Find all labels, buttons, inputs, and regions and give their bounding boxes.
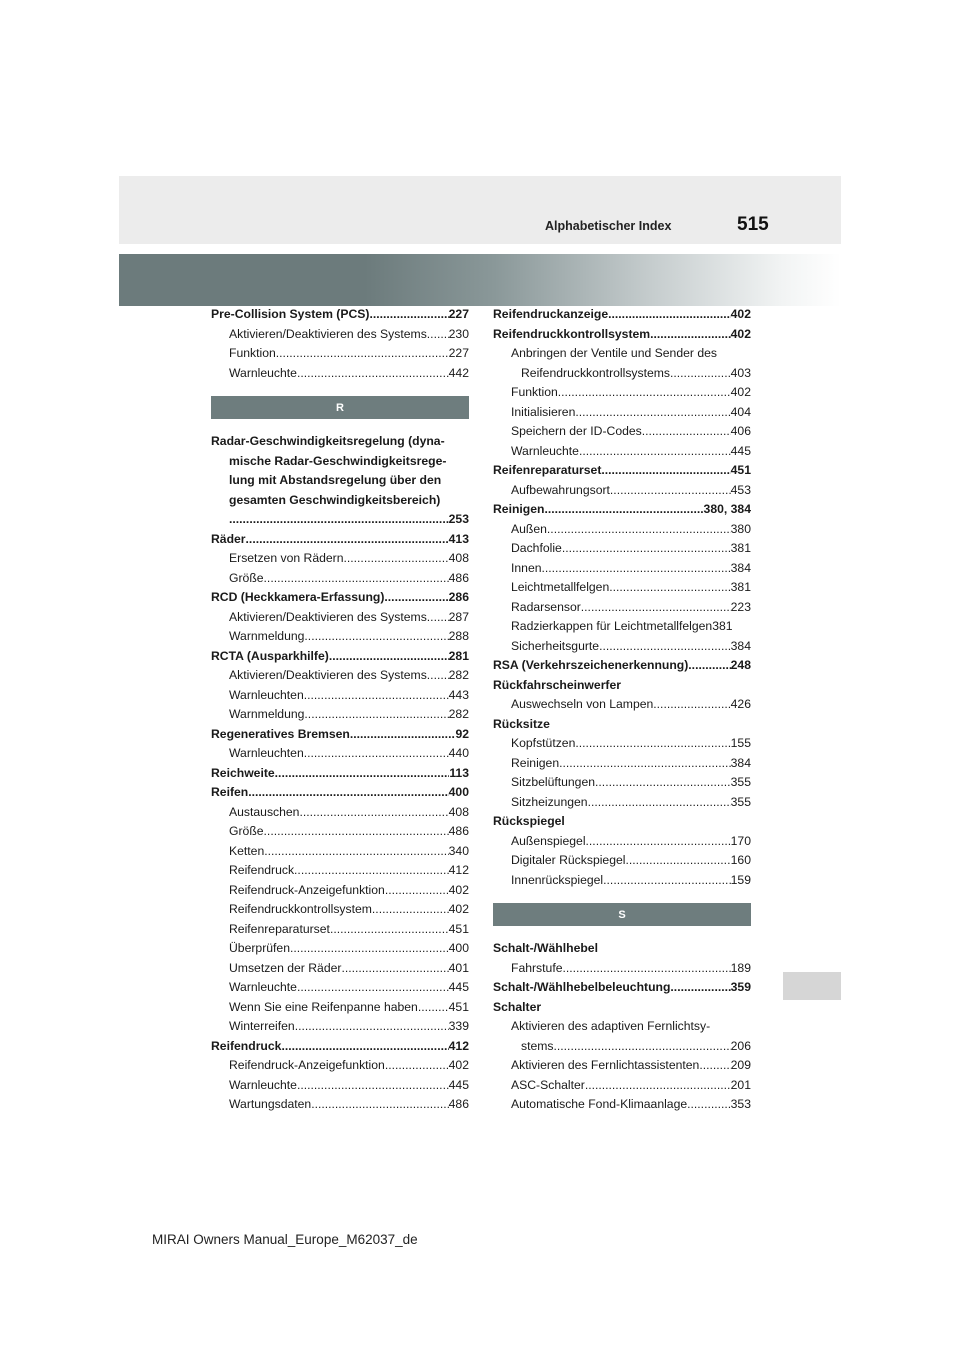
index-subentry <box>493 559 751 579</box>
dot-leader <box>248 783 448 803</box>
page-reference: 359 <box>730 980 751 994</box>
page-reference: 384 <box>730 755 751 770</box>
footer-text: MIRAI Owners Manual_Europe_M62037_de <box>152 1232 418 1247</box>
index-entry <box>211 305 469 325</box>
index-subentry <box>493 773 751 793</box>
index-subentry <box>493 481 751 501</box>
entry-label: Reifenreparaturset <box>493 463 602 477</box>
entry-label: Warnmeldung <box>229 707 305 721</box>
page-reference: 451 <box>730 463 751 477</box>
page-reference: 159 <box>730 872 751 887</box>
entry-label: Reifendruck-Anzeigefunktion <box>229 882 385 897</box>
index-subentry <box>211 627 469 647</box>
dot-leader <box>542 559 731 579</box>
dot-leader <box>311 1095 448 1115</box>
dot-leader <box>264 822 449 842</box>
page-reference: 248 <box>730 658 751 672</box>
entry-label: Warnleuchte <box>511 443 579 458</box>
entry-label: Speichern der ID-Codes <box>511 424 642 438</box>
entry-label: Aufbewahrungsort <box>511 482 610 497</box>
index-subentry <box>493 734 751 754</box>
page-reference: 453 <box>730 482 751 497</box>
index-entry <box>211 725 469 745</box>
dot-leader <box>427 325 449 345</box>
dot-leader <box>547 520 731 540</box>
index-subentry <box>493 871 751 891</box>
entry-label: Aktivieren/Deaktivieren des Systems <box>229 668 427 682</box>
entry-label: Schalter <box>493 999 542 1014</box>
entry-label: Reifendruckkontrollsystem <box>493 326 651 341</box>
dot-leader <box>304 705 448 725</box>
entry-label: RCTA (Ausparkhilfe) <box>211 648 329 663</box>
entry-label: Reinigen <box>493 502 545 516</box>
header-band <box>119 176 841 244</box>
index-entry <box>211 530 469 550</box>
index-subentry <box>211 608 469 628</box>
index-column-left <box>211 305 469 1115</box>
entry-label: Räder <box>211 531 246 546</box>
index-subentry <box>211 452 469 472</box>
entry-label: Radarsensor <box>511 599 581 614</box>
index-subentry <box>493 1076 751 1096</box>
page-reference: 189 <box>730 960 751 975</box>
page-reference: 402 <box>730 307 751 321</box>
page-reference: 353 <box>730 1097 751 1111</box>
entry-label: Größe <box>229 824 264 838</box>
dot-leader <box>688 656 730 676</box>
index-entry <box>211 588 469 608</box>
page-reference: 445 <box>730 443 751 458</box>
dot-leader <box>297 1076 449 1096</box>
page-reference: 381 <box>712 619 733 633</box>
index-entry <box>493 305 751 325</box>
dot-leader <box>264 569 449 589</box>
dot-leader <box>246 530 449 550</box>
index-entry <box>493 656 751 676</box>
page-reference: 445 <box>448 1077 469 1092</box>
index-subentry <box>493 959 751 979</box>
page-reference: 401 <box>448 960 469 975</box>
dot-leader <box>610 481 731 501</box>
entry-label: Außen <box>511 521 547 536</box>
dot-leader <box>559 754 731 774</box>
dot-leader <box>344 549 449 569</box>
entry-label: Reifendruck-Anzeigefunktion <box>229 1058 385 1072</box>
entry-label: Automatische Fond-Klimaanlage <box>511 1097 688 1111</box>
entry-label: Warnleuchte <box>229 365 297 380</box>
dot-leader <box>264 842 448 862</box>
entry-label: RCD (Heckkamera-Erfassung) <box>211 590 385 604</box>
page-reference: 380, 384 <box>703 502 751 516</box>
entry-label: Reifendruckanzeige <box>493 307 609 321</box>
dot-leader <box>554 1037 731 1057</box>
section-title: Alphabetischer Index <box>545 219 672 233</box>
index-subentry <box>211 1017 469 1037</box>
dot-leader <box>558 383 731 403</box>
page-reference: 384 <box>730 560 751 575</box>
dot-leader <box>625 851 730 871</box>
dot-leader <box>281 1037 448 1057</box>
index-subentry <box>493 1037 751 1057</box>
dot-leader <box>575 734 730 754</box>
dot-leader <box>350 725 456 745</box>
entry-label: Schalt-/Wählhebel <box>493 941 598 955</box>
index-subentry <box>211 705 469 725</box>
entry-label: Ersetzen von Rädern <box>229 551 344 565</box>
index-subentry <box>211 920 469 940</box>
page-reference: 355 <box>730 794 751 809</box>
entry-label: Rücksitze <box>493 716 550 731</box>
index-subentry <box>211 744 469 764</box>
dot-leader <box>562 539 731 559</box>
page-reference: 413 <box>448 531 469 546</box>
letter-heading: R <box>211 396 469 419</box>
index-subentry <box>493 344 751 364</box>
page-reference: 339 <box>448 1019 469 1033</box>
index-subentry <box>211 900 469 920</box>
entry-label: lung mit Abstandsregelung über den <box>229 473 442 487</box>
page-reference: 442 <box>448 365 469 380</box>
entry-label: Warnmeldung <box>229 629 305 643</box>
entry-label: Ketten <box>229 843 265 858</box>
page-reference: 440 <box>448 746 469 760</box>
entry-label: Aktivieren/Deaktivieren des Systems <box>229 326 427 341</box>
index-subentry <box>211 686 469 706</box>
entry-label: Leichtmetallfelgen <box>511 580 610 594</box>
dot-leader <box>670 364 731 384</box>
index-subentry <box>211 549 469 569</box>
dot-leader <box>385 1056 449 1076</box>
dot-leader <box>670 978 730 998</box>
page-reference: 445 <box>448 980 469 994</box>
index-subentry <box>493 637 751 657</box>
page-reference: 426 <box>730 697 751 711</box>
dot-leader <box>385 881 449 901</box>
index-entry <box>493 461 751 481</box>
index-subentry <box>493 539 751 559</box>
entry-label: Reifenreparaturset <box>229 921 330 936</box>
index-entry <box>211 783 469 803</box>
entry-label: Aktivieren/Deaktivieren des Systems <box>229 609 427 624</box>
entry-label: Rückspiegel <box>493 814 565 828</box>
index-entry <box>493 939 751 959</box>
index-subentry <box>493 403 751 423</box>
page-reference: 403 <box>730 365 751 380</box>
page-reference: 451 <box>448 921 469 936</box>
entry-label: Funktion <box>511 385 558 399</box>
page-number: 515 <box>737 214 769 235</box>
dot-leader <box>575 403 730 423</box>
dot-leader <box>642 422 731 442</box>
dot-leader <box>297 978 449 998</box>
dot-leader <box>329 647 449 667</box>
page-reference: 206 <box>730 1038 751 1053</box>
entry-label: Sitzheizungen <box>511 794 588 809</box>
entry-label: mische Radar-Geschwindigkeitsrege- <box>229 453 447 468</box>
dot-leader <box>579 442 731 462</box>
dot-leader <box>299 803 448 823</box>
dot-leader <box>699 1056 730 1076</box>
dot-leader <box>599 637 731 657</box>
index-subentry <box>493 851 751 871</box>
entry-label: Wenn Sie eine Reifenpanne haben <box>229 999 418 1014</box>
page-reference: 412 <box>448 1038 469 1053</box>
entry-label: Warnleuchte <box>229 980 297 994</box>
index-entry <box>493 978 751 998</box>
dot-leader <box>544 500 703 520</box>
page-reference: 281 <box>448 648 469 663</box>
page-reference: 253 <box>448 512 469 526</box>
index-subentry <box>211 881 469 901</box>
dot-leader <box>275 764 450 784</box>
entry-label: Winterreifen <box>229 1019 295 1033</box>
dot-leader <box>653 695 730 715</box>
page-reference: 486 <box>448 824 469 838</box>
index-subentry <box>493 442 751 462</box>
page-reference: 227 <box>448 307 469 321</box>
page-reference: 286 <box>448 590 469 604</box>
page-reference: 287 <box>448 609 469 624</box>
entry-label: Reinigen <box>511 755 560 770</box>
page-reference: 380 <box>730 521 751 536</box>
dot-leader <box>427 608 449 628</box>
entry-label: Reifendruck <box>229 863 295 877</box>
index-subentry <box>493 617 751 637</box>
index-subentry <box>493 754 751 774</box>
entry-label: Schalt-/Wählhebelbeleuchtung <box>493 980 671 994</box>
page-reference: 381 <box>730 541 751 555</box>
index-entry <box>493 715 751 735</box>
index-subentry <box>493 1017 751 1037</box>
index-subentry <box>493 383 751 403</box>
entry-label: Warnleuchten <box>229 746 304 760</box>
entry-label: Überprüfen <box>229 941 290 955</box>
dot-leader <box>304 744 449 764</box>
dot-leader <box>369 305 448 325</box>
dot-leader <box>229 510 449 530</box>
page-reference: 402 <box>448 882 469 897</box>
entry-label: Fahrstufe <box>511 960 563 975</box>
index-subentry <box>493 422 751 442</box>
index-entry <box>211 764 469 784</box>
page-reference: 223 <box>730 599 751 614</box>
index-subentry <box>211 978 469 998</box>
index-subentry <box>211 364 469 384</box>
entry-label: Sicherheitsgurte <box>511 638 600 653</box>
dot-leader <box>586 832 731 852</box>
index-entry <box>493 812 751 832</box>
index-subentry <box>211 666 469 686</box>
index-subentry <box>211 803 469 823</box>
entry-label: Regeneratives Bremsen <box>211 726 350 741</box>
index-subentry <box>211 471 469 491</box>
index-subentry <box>211 861 469 881</box>
decorative-band <box>119 254 841 306</box>
page-reference: 402 <box>730 385 751 399</box>
index-subentry <box>493 364 751 384</box>
entry-label: stems <box>521 1038 554 1053</box>
dot-leader <box>601 461 730 481</box>
entry-label: Aktivieren des Fernlichtassistenten <box>511 1058 700 1072</box>
index-subentry <box>493 1095 751 1115</box>
entry-label: Wartungsdaten <box>229 1097 312 1111</box>
entry-label: Reichweite <box>211 765 275 780</box>
page-reference: 282 <box>448 668 469 682</box>
page-reference: 406 <box>730 424 751 438</box>
index-subentry <box>211 959 469 979</box>
dot-leader <box>297 364 449 384</box>
entry-label: Reifendruckkontrollsystem <box>229 902 372 916</box>
page-reference: 402 <box>730 326 751 341</box>
page-reference: 92 <box>455 726 469 741</box>
index-subentry <box>211 939 469 959</box>
entry-label: Innen <box>511 560 542 575</box>
index-entry <box>211 432 469 452</box>
dot-leader <box>276 344 449 364</box>
page-reference: 230 <box>448 326 469 341</box>
page-reference: 113 <box>449 765 469 780</box>
page-reference: 443 <box>448 687 469 702</box>
chapter-tab <box>783 972 841 1000</box>
entry-label: Umsetzen der Räder <box>229 960 342 975</box>
page-reference: 170 <box>730 833 751 848</box>
page-reference: 201 <box>730 1077 751 1092</box>
dot-leader <box>650 325 731 345</box>
dot-leader <box>304 627 448 647</box>
entry-label: Radzierkappen für Leichtmetallfelgen <box>511 619 713 633</box>
index-subentry <box>493 793 751 813</box>
index-entry <box>211 647 469 667</box>
entry-label: Auswechseln von Lampen <box>511 697 654 711</box>
index-subentry <box>211 822 469 842</box>
page-reference: 288 <box>448 629 469 643</box>
index-entry <box>493 676 751 696</box>
dot-leader <box>608 305 731 325</box>
entry-label: ASC-Schalter <box>511 1077 585 1092</box>
entry-label: Reifendruckkontrollsystems <box>521 365 671 380</box>
dot-leader <box>418 998 449 1018</box>
index-subentry <box>493 598 751 618</box>
dot-leader <box>562 959 730 979</box>
page-reference: 400 <box>448 941 469 955</box>
entry-label: Reifen <box>211 785 249 799</box>
dot-leader <box>588 793 731 813</box>
entry-label: Initialisieren <box>511 404 576 419</box>
dot-leader <box>581 598 731 618</box>
entry-label: Kopfstützen <box>511 736 576 750</box>
index-subentry <box>211 998 469 1018</box>
page-reference: 155 <box>730 736 751 750</box>
dot-leader <box>427 666 449 686</box>
page-reference: 384 <box>730 638 751 653</box>
index-subentry <box>211 491 469 511</box>
index-entry <box>493 998 751 1018</box>
index-entry <box>493 325 751 345</box>
entry-label: Radar-Geschwindigkeitsregelung (dyna- <box>211 434 445 448</box>
index-subentry <box>493 520 751 540</box>
index-subentry <box>493 578 751 598</box>
entry-label: gesamten Geschwindigkeitsbereich) <box>229 492 441 507</box>
index-subentry <box>211 510 469 530</box>
entry-label: Warnleuchte <box>229 1077 297 1092</box>
index-subentry <box>493 695 751 715</box>
index-subentry <box>211 1095 469 1115</box>
page-reference: 486 <box>448 1097 469 1111</box>
entry-label: Funktion <box>229 346 276 360</box>
dot-leader <box>595 773 731 793</box>
index-entry <box>211 1037 469 1057</box>
index-subentry <box>493 1056 751 1076</box>
index-subentry <box>493 832 751 852</box>
page-reference: 402 <box>448 1058 469 1072</box>
page-reference: 408 <box>448 804 469 819</box>
dot-leader <box>290 939 449 959</box>
index-subentry <box>211 344 469 364</box>
entry-label: Warnleuchten <box>229 687 304 702</box>
dot-leader <box>585 1076 731 1096</box>
entry-label: Anbringen der Ventile und Sender des <box>511 346 717 360</box>
dot-leader <box>384 588 448 608</box>
page-reference: 404 <box>730 404 751 419</box>
page-reference: 381 <box>730 580 751 594</box>
entry-label: Reifendruck <box>211 1038 282 1053</box>
index-column-right <box>493 305 751 1115</box>
page-reference: 412 <box>448 863 469 877</box>
entry-label: Außenspiegel <box>511 833 586 848</box>
index-subentry <box>211 1076 469 1096</box>
dot-leader <box>294 861 449 881</box>
entry-label: Austauschen <box>229 804 300 819</box>
page-reference: 340 <box>448 843 469 858</box>
index-subentry <box>211 1056 469 1076</box>
entry-label: Aktivieren des adaptiven Fernlichtsy- <box>511 1019 711 1033</box>
entry-label: Größe <box>229 570 264 585</box>
dot-leader <box>372 900 449 920</box>
entry-label: Pre-Collision System (PCS) <box>211 307 370 321</box>
index-subentry <box>211 842 469 862</box>
entry-label: Dachfolie <box>511 541 562 555</box>
dot-leader <box>304 686 449 706</box>
page-reference: 282 <box>448 707 469 721</box>
dot-leader <box>341 959 448 979</box>
page-reference: 355 <box>730 775 751 789</box>
entry-label: Innenrückspiegel <box>511 872 604 887</box>
entry-label: Sitzbelüftungen <box>511 775 596 789</box>
page-reference: 451 <box>448 999 469 1014</box>
index-subentry <box>211 569 469 589</box>
letter-heading: S <box>493 903 751 926</box>
page-reference: 227 <box>448 346 469 360</box>
entry-label: Digitaler Rückspiegel <box>511 853 626 867</box>
dot-leader <box>687 1095 731 1115</box>
index-entry <box>493 500 751 520</box>
dot-leader <box>609 578 730 598</box>
index-subentry <box>211 325 469 345</box>
dot-leader <box>330 920 449 940</box>
page-reference: 402 <box>448 902 469 916</box>
dot-leader <box>295 1017 449 1037</box>
entry-label: Rückfahrscheinwerfer <box>493 677 622 692</box>
page-reference: 408 <box>448 551 469 565</box>
page-reference: 400 <box>448 785 469 799</box>
entry-label: RSA (Verkehrszeichenerkennung) <box>493 658 689 672</box>
page-reference: 486 <box>448 570 469 585</box>
page-reference: 160 <box>730 853 751 867</box>
dot-leader <box>603 871 731 891</box>
page-reference: 209 <box>730 1058 751 1072</box>
